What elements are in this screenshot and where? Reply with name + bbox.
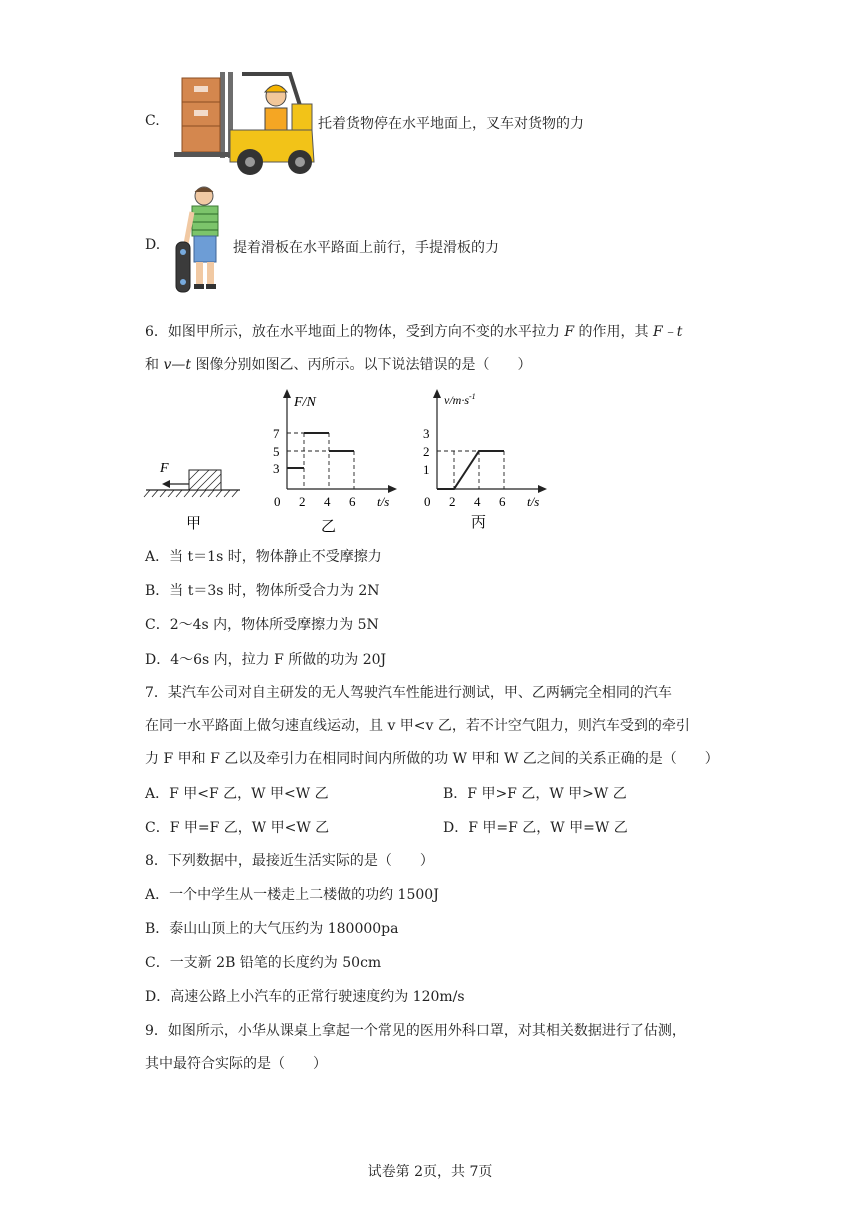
q6-option-d: D．4～6s 内，拉力 F 所做的功为 20J xyxy=(145,652,387,668)
figure-jia xyxy=(140,448,250,538)
q6-option-a: A．当 t＝1s 时，物体静止不受摩擦力 xyxy=(145,549,382,565)
fig-jia-force-label: F xyxy=(160,461,169,476)
yi-ytick-7: 7 xyxy=(273,426,280,441)
q7-stem-line2: 在同一水平路面上做匀速直线运动，且 v 甲<v 乙，若不计空气阻力，则汽车受到的牵引 xyxy=(145,718,690,734)
q7-option-a: A．F 甲<F 乙，W 甲<W 乙 xyxy=(145,786,329,802)
yi-xtick-0: 0 xyxy=(274,494,281,509)
fig-bing-caption: 丙 xyxy=(471,515,487,531)
q6-stem-vt: v—t xyxy=(163,357,191,373)
q9-stem-line1: 9．如图所示，小华从课桌上拿起一个常见的医用外科口罩，对其相关数据进行了估测， xyxy=(145,1023,686,1039)
fig-yi-caption: 乙 xyxy=(321,519,337,535)
yi-xtick-4: 4 xyxy=(324,494,331,509)
q8-option-c: C．一支新 2B 铅笔的长度约为 50cm xyxy=(145,955,382,971)
q7-option-d: D．F 甲=F 乙，W 甲=W 乙 xyxy=(443,820,628,836)
figure-yi-graph xyxy=(265,385,400,535)
bing-xtick-2: 2 xyxy=(449,494,456,509)
q6-stem-F: F xyxy=(564,324,575,340)
page-footer: 试卷第 2页，共 7页 xyxy=(367,1164,493,1180)
q8-option-b: B．泰山山顶上的大气压约为 180000pa xyxy=(145,921,399,937)
bing-ytick-1: 1 xyxy=(423,462,430,477)
q6-stem-and: 和 xyxy=(145,357,159,373)
q6-option-b: B．当 t＝3s 时，物体所受合力为 2N xyxy=(145,583,380,599)
option-d-label: D. xyxy=(145,237,161,253)
bing-xtick-0: 0 xyxy=(424,494,431,509)
option-d-text: 提着滑板在水平路面上前行，手提滑板的力 xyxy=(233,240,499,256)
q6-stem-text-c: 图像分别如图乙、丙所示。以下说法错误的是（ ） xyxy=(195,357,532,373)
q8-option-a: A．一个中学生从一楼走上二楼做的功约 1500J xyxy=(145,887,439,903)
yi-xtick-6: 6 xyxy=(349,494,356,509)
bing-xtick-4: 4 xyxy=(474,494,481,509)
yi-ylabel: F/N xyxy=(294,395,316,410)
bing-ylabel: $v/m\cdot s^{-1}$ xyxy=(444,392,476,407)
q6-stem-text: 6．如图甲所示，放在水平地面上的物体，受到方向不变的水平拉力 xyxy=(145,324,560,340)
figure-bing-graph xyxy=(415,385,550,535)
bing-xlabel: t/s xyxy=(527,494,540,509)
forklift-image xyxy=(172,68,318,176)
yi-xtick-2: 2 xyxy=(299,494,306,509)
q6-option-c: C．2～4s 内，物体所受摩擦力为 5N xyxy=(145,617,379,633)
boy-skateboard-image xyxy=(170,184,232,296)
option-c-label: C. xyxy=(145,113,160,129)
bing-ytick-2: 2 xyxy=(423,444,430,459)
bing-ytick-3: 3 xyxy=(423,426,430,441)
yi-ytick-5: 5 xyxy=(273,444,280,459)
bing-xtick-6: 6 xyxy=(499,494,506,509)
q7-option-c: C．F 甲=F 乙，W 甲<W 乙 xyxy=(145,820,330,836)
yi-ytick-3: 3 xyxy=(273,461,280,476)
option-c-text: 托着货物停在水平地面上，叉车对货物的力 xyxy=(318,116,584,132)
fig-jia-caption: 甲 xyxy=(186,516,202,532)
q7-stem-line1: 7．某汽车公司对自主研发的无人驾驶汽车性能进行测试，甲、乙两辆完全相同的汽车 xyxy=(145,685,672,701)
q6-stem-line2 xyxy=(145,354,531,374)
q6-stem-text-b: 的作用，其 xyxy=(578,324,649,340)
q7-option-b: B．F 甲>F 乙，W 甲>W 乙 xyxy=(443,786,627,802)
q7-stem-line3: 力 F 甲和 F 乙以及牵引力在相同时间内所做的功 W 甲和 W 乙之间的关系正确的是（ ） xyxy=(145,751,719,767)
q8-stem: 8．下列数据中，最接近生活实际的是（ ） xyxy=(145,853,434,869)
yi-xlabel: t/s xyxy=(377,494,390,509)
q9-stem-line2: 其中最符合实际的是（ ） xyxy=(145,1056,327,1072)
q6-stem-line1 xyxy=(145,321,682,341)
q8-option-d: D．高速公路上小汽车的正常行驶速度约为 120m/s xyxy=(145,989,465,1005)
q6-stem-Ft: F﹣t xyxy=(652,324,683,340)
